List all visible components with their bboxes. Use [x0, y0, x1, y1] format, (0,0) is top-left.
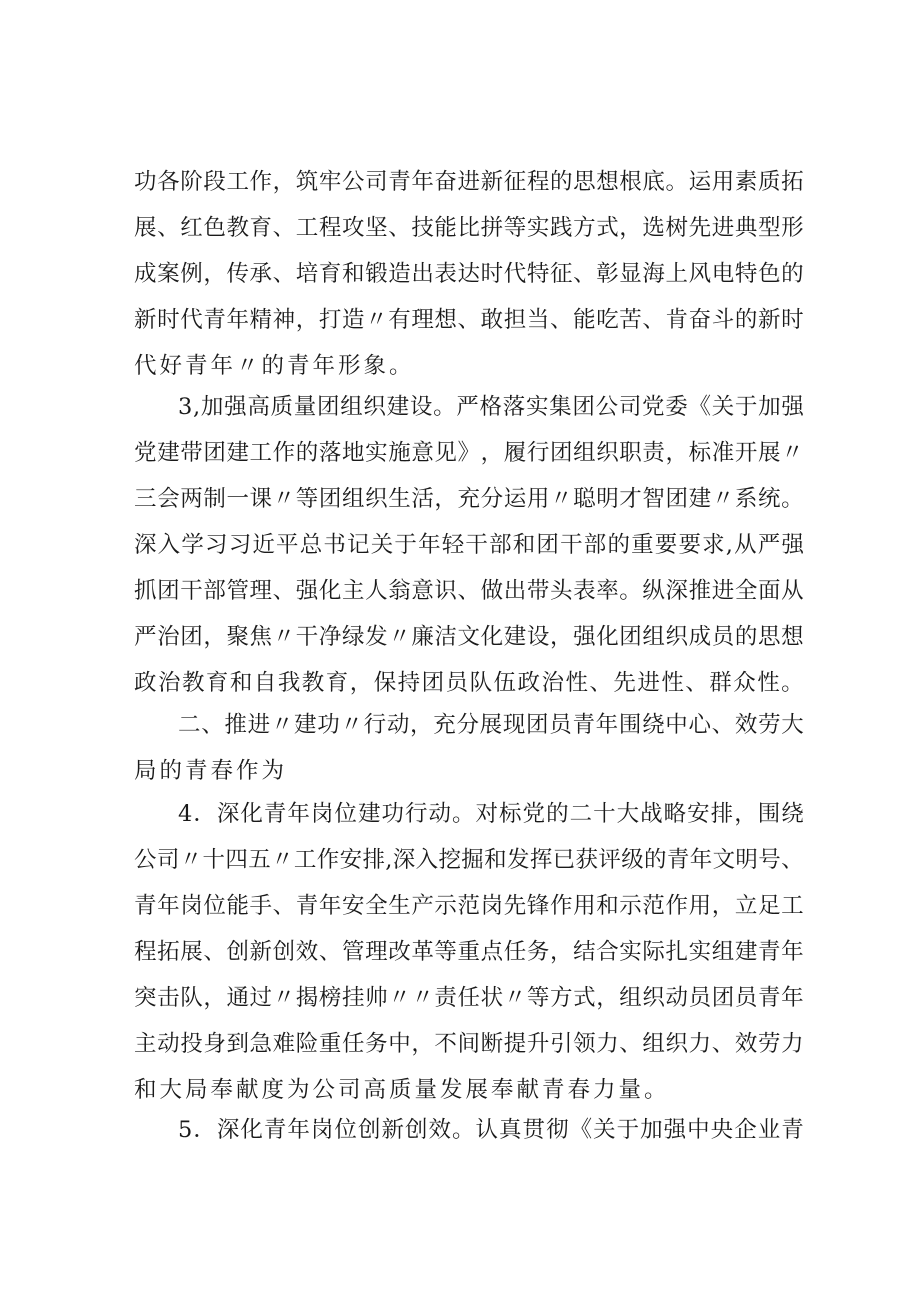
text-line: 三 会 两 制 一 课 〃 等 团 组 织 生 活 ， 充 分 运 用 〃 聪 明 才 智 团 建 〃 系 统 。 [134, 486, 804, 512]
text-line: 二 、 推 进 〃 建 功 〃 行 动 ， 充 分 展 现 团 员 青 年 围 绕 中 心 、 效 劳 大 [178, 712, 804, 738]
text-line: 党 建 带 团 建 工 作 的 落 地 实 施 意 见 》 ， 履 行 团 组 织 职 责 ， 标 准 开 展 〃 [134, 440, 804, 466]
text-line: 新 时 代 青 年 精 神 ， 打 造 〃 有 理 想 、 敢 担 当 、 能 吃 苦 、 肯 奋 斗 的 新 时 [134, 307, 804, 333]
paragraph-item-5-innovation [134, 1107, 804, 1153]
text-line: 和大局奉献度为公司高质量发展奉献青春力量。 [134, 1077, 670, 1103]
text-line: 成 案 例 ， 传 承 、 培 育 和 锻 造 出 表 达 时 代 特 征 、 彰 显 海 上 风 电 特 色 的 [134, 261, 804, 287]
text-line: 程 拓 展 、 创 新 创 效 、 管 理 改 革 等 重 点 任 务 ， 结 合 实 际 扎 实 组 建 青 年 [134, 939, 804, 965]
text-line: 抓 团 干 部 管 理 、 强 化 主 人 翁 意 识 、 做 出 带 头 表 率 。 纵 深 推 进 全 面 从 [134, 578, 804, 604]
paragraph-item-4-job-merit [134, 791, 804, 1113]
text-line: 突 击 队 ， 通 过 〃 揭 榜 挂 帅 〃 〃 责 任 状 〃 等 方 式 ， 组 织 动 员 团 员 青 年 [134, 985, 804, 1011]
text-line: 5 ． 深 化 青 年 岗 位 创 新 创 效 。 认 真 贯 彻 《 关 于 加 强 中 央 企 业 青 [178, 1117, 804, 1143]
text-line: 功 各 阶 段 工 作 ， 筑 牢 公 司 青 年 奋 进 新 征 程 的 思 想 根 底 。 运 用 素 质 拓 [134, 169, 804, 195]
text-line: 政 治 教 育 和 自 我 教 育 ， 保 持 团 员 队 伍 政 治 性 、 先 进 性 、 群 众 性 。 [134, 670, 804, 696]
text-line: 青 年 岗 位 能 手 、 青 年 安 全 生 产 示 范 岗 先 锋 作 用 和 示 范 作 用 ， 立 足 工 [134, 893, 804, 919]
text-line: 局的青春作为 [134, 758, 288, 784]
text-line: 主 动 投 身 到 急 难 险 重 任 务 中 ， 不 间 断 提 升 引 领 力 、 组 织 力 、 效 劳 力 [134, 1031, 804, 1057]
section-heading-2 [134, 702, 804, 794]
text-line: 3 , 加 强 高 质 量 团 组 织 建 设 。 严 格 落 实 集 团 公 司 党 委 《 关 于 加 强 [178, 394, 804, 420]
text-line: 严 治 团 ， 聚 焦 〃 干 净 绿 发 〃 廉 洁 文 化 建 设 ， 强 化 团 组 织 成 员 的 思 想 [134, 624, 804, 650]
paragraph-item-3-organization [134, 384, 804, 706]
text-line: 深 入 学 习 习 近 平 总 书 记 关 于 年 轻 干 部 和 团 干 部 的 重 要 要 求 , 从 严 强 [134, 532, 804, 558]
paragraph-cultivate-youth-spirit [134, 159, 804, 389]
text-line: 4 ． 深 化 青 年 岗 位 建 功 行 动 。 对 标 党 的 二 十 大 战 略 安 排 ， 围 绕 [178, 801, 804, 827]
text-line: 代好青年〃的青年形象。 [134, 353, 415, 379]
text-line: 公 司 〃 十 四 五 〃 工 作 安 排 , 深 入 挖 掘 和 发 挥 已 获 评 级 的 青 年 文 明 号 、 [134, 847, 804, 873]
text-line: 展 、 红 色 教 育 、 工 程 攻 坚 、 技 能 比 拼 等 实 践 方 式 ， 选 树 先 进 典 型 形 [134, 215, 804, 241]
